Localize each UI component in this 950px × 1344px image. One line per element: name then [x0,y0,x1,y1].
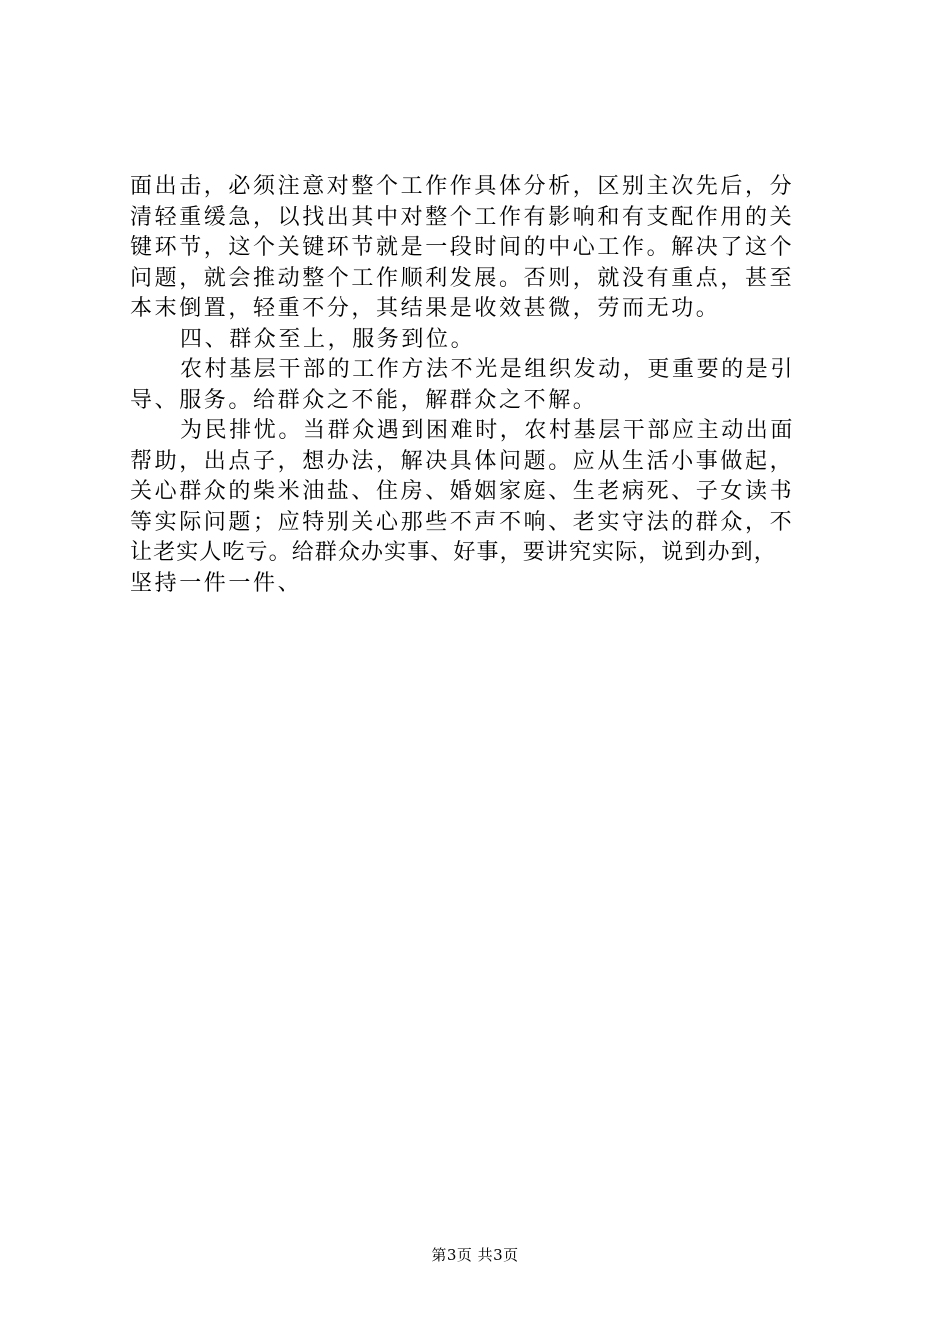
text-line: 等实际问题；应特别关心那些不声不响、老实守法的群众，不 [130,509,795,535]
text-line: 导、服务。给群众之不能，解群众之不解。 [130,387,598,413]
text-line: 面出击，必须注意对整个工作作具体分析，区别主次先后，分 [130,174,795,199]
text-line: 帮助，出点子，想办法，解决具体问题。应从生活小事做起， [130,448,795,474]
text-line: 清轻重缓急，以找出其中对整个工作有影响和有支配作用的关 [130,204,795,230]
text-line: 问题，就会推动整个工作顺利发展。否则，就没有重点，甚至 [130,265,795,291]
text-line: 键环节，这个关键环节就是一段时间的中心工作。解决了这个 [130,235,795,260]
text-line: 让老实人吃亏。给群众办实事、好事，要讲究实际，说到办到， [130,540,777,565]
body-text [130,172,830,599]
page-footer: 第3页 共3页 [431,1246,519,1264]
text-line: 为民排忧。当群众遇到困难时，农村基层干部应主动出面 [180,418,796,443]
text-line: 关心群众的柴米油盐、住房、婚姻家庭、生老病死、子女读书 [130,479,795,504]
text-line: 农村基层干部的工作方法不光是组织发动，更重要的是引 [180,357,796,382]
section-heading: 四、群众至上，服务到位。 [180,326,476,352]
text-line: 坚持一件一件、 [130,570,303,596]
text-line: 本末倒置，轻重不分，其结果是收效甚微，劳而无功。 [130,296,721,321]
